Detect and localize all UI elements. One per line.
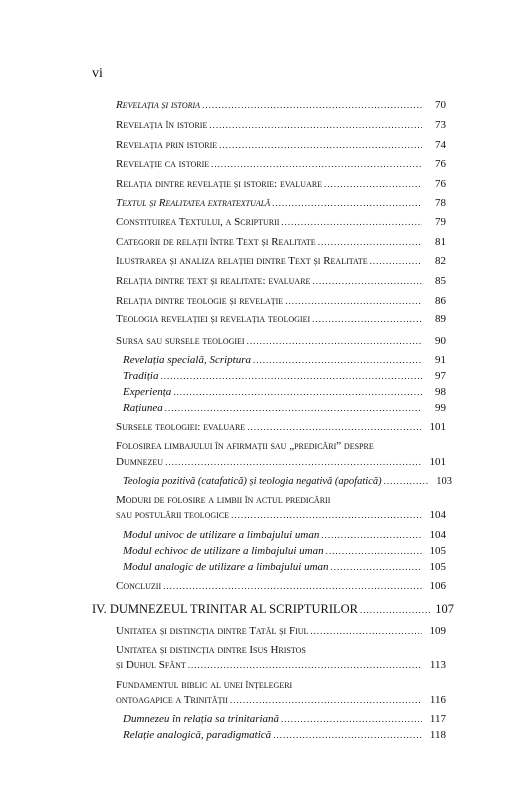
toc-entry-page: 118 [429, 729, 446, 741]
dot-leader [188, 658, 422, 672]
dot-leader [165, 401, 422, 415]
toc-entry-page: 104 [429, 529, 446, 541]
toc-entry-page: 105 [429, 545, 446, 557]
toc-entry-page: 86 [435, 295, 446, 307]
toc-entry-page: 105 [429, 561, 446, 573]
toc-entry-title: Teologia pozitivă (catafatică) și teologia negativă (apofatică) [123, 476, 382, 487]
toc-entry-page: 116 [429, 694, 446, 706]
toc-entry-title: Concluzii [116, 580, 162, 592]
toc-entry [123, 528, 446, 542]
toc-entry [116, 138, 446, 152]
toc-entry-title: Textul și Realitatea extratextuală [116, 197, 271, 209]
dot-leader [173, 385, 422, 399]
toc-entry-page: 85 [435, 275, 446, 287]
toc-entry-title: Revelația și istoria [116, 99, 201, 111]
toc-entry-title: Modul univoc de utilizare a limbajului uman [123, 529, 320, 541]
toc-entry [116, 294, 446, 308]
dot-leader [163, 579, 422, 593]
toc-entry [116, 455, 446, 469]
toc-entry [116, 274, 446, 288]
toc-entry [116, 334, 446, 348]
dot-leader [370, 254, 422, 268]
toc-entry-page: 89 [435, 313, 446, 325]
toc-entry-title: Relația dintre revelație și istorie: evaluare [116, 178, 323, 190]
toc-entry [123, 353, 446, 367]
toc-entry-title: ontoagapice a Trinității [116, 694, 228, 706]
toc-entry-page: 104 [429, 509, 446, 521]
toc-entry [116, 177, 446, 191]
toc-entry-title: Categorii de relații între Text și Realitate [116, 236, 316, 248]
toc-entry-title: Relația dintre text și realitate: evaluare [116, 275, 311, 287]
dot-leader [312, 312, 422, 326]
toc-entry-page: 107 [435, 602, 454, 616]
toc-entry-page: 101 [429, 456, 446, 468]
toc-entry-page: 113 [429, 659, 446, 671]
dot-leader [331, 560, 422, 574]
toc-entry [116, 312, 446, 326]
toc-entry [116, 196, 446, 210]
toc-entry-title: Tradiția [123, 370, 159, 382]
toc-entry-page: 70 [435, 99, 446, 111]
toc-entry [123, 369, 446, 383]
toc-entry-title: Teologia revelației și revelația teologiei [116, 313, 311, 325]
toc-entry-title: Dumnezeu [116, 456, 164, 468]
dot-leader [211, 157, 422, 171]
toc-entry-page: 99 [435, 402, 446, 414]
toc-entry-page: 82 [435, 255, 446, 267]
toc-entry-page: 106 [429, 580, 446, 592]
toc-entry-title: Unitatea și distincția dintre Tatăl și Fiul [116, 625, 309, 637]
toc-entry [123, 560, 446, 574]
dot-leader [384, 474, 428, 488]
toc-entry [116, 624, 446, 638]
toc-entry-title: Relația dintre teologie și revelație [116, 295, 284, 307]
toc-entry-title: Sursele teologiei: evaluare [116, 421, 246, 433]
toc-entry-page: 97 [435, 370, 446, 382]
dot-leader [360, 603, 430, 618]
toc-entry [116, 157, 446, 171]
dot-leader [272, 196, 422, 210]
toc-entry-page: 76 [435, 158, 446, 170]
dot-leader [281, 712, 422, 726]
toc-entry-title-line1: Unitatea și distincția dintre Isus Hristos [116, 644, 306, 656]
dot-leader [247, 420, 422, 434]
toc-chapter-title: IV. DUMNEZEUL TRINITAR AL SCRIPTURILOR [92, 602, 359, 616]
toc-entry-page: 74 [435, 139, 446, 151]
toc-entry [123, 544, 446, 558]
dot-leader [209, 118, 422, 132]
toc-entry-title: Ilustrarea și analiza relației dintre Text și Realitate [116, 255, 368, 267]
toc-entry-page: 101 [429, 421, 446, 433]
toc-entry [123, 401, 446, 415]
dot-leader [285, 294, 422, 308]
dot-leader [312, 274, 422, 288]
dot-leader [160, 369, 422, 383]
toc-entry-page: 78 [435, 197, 446, 209]
toc-chapter-entry [92, 602, 454, 618]
toc-entry-page: 79 [435, 216, 446, 228]
toc-entry-page: 103 [436, 476, 452, 487]
toc-entry-page: 73 [435, 119, 446, 131]
toc-entry-page: 76 [435, 178, 446, 190]
toc-entry-title-line1: Folosirea limbajului în afirmații sau „predicări” despre [116, 440, 374, 452]
toc-entry-title: Revelația specială, Scriptura [123, 354, 251, 366]
toc-entry [116, 215, 446, 229]
toc-entry [123, 712, 446, 726]
toc-entry-title: Modul echivoc de utilizare a limbajului uman [123, 545, 324, 557]
toc-entry [116, 235, 446, 249]
toc-entry-title: Relație analogică, paradigmatică [123, 729, 272, 741]
toc-entry [116, 420, 446, 434]
toc-entry [116, 98, 446, 112]
toc-entry-title: Constituirea Textului, a Scripturii [116, 216, 280, 228]
dot-leader [273, 728, 422, 742]
toc-entry [123, 385, 446, 399]
toc-entry-title: Revelația în istorie [116, 119, 208, 131]
dot-leader [230, 693, 422, 707]
toc-entry-page: 109 [429, 625, 446, 637]
dot-leader [219, 138, 422, 152]
toc-entry [123, 728, 446, 742]
toc-entry-title: Dumnezeu în relația sa trinitariană [123, 713, 280, 725]
toc-entry-title: și Duhul Sfânt [116, 659, 186, 671]
toc-entry-title-line1: Fundamentul biblic al unei înțelegeri [116, 679, 293, 691]
dot-leader [326, 544, 422, 558]
toc-entry-title: Revelația prin istorie [116, 139, 218, 151]
dot-leader [310, 624, 422, 638]
dot-leader [324, 177, 422, 191]
toc-entry-title: Sursa sau sursele teologiei [116, 335, 245, 347]
toc-entry-page: 98 [435, 386, 446, 398]
toc-entry [116, 508, 446, 522]
toc-entry-title: Rațiunea [123, 402, 163, 414]
toc-entry-title: Modul analogic de utilizare a limbajului uman [123, 561, 329, 573]
toc-entry [116, 254, 446, 268]
toc-entry-page: 91 [435, 354, 446, 366]
toc-entry [116, 693, 446, 707]
toc-entry-title: Revelație ca istorie [116, 158, 210, 170]
toc-entry [123, 474, 452, 489]
dot-leader [318, 235, 422, 249]
dot-leader [231, 508, 422, 522]
toc-entry-page: 81 [435, 236, 446, 248]
page-number: vi [92, 66, 103, 81]
toc-entry [116, 658, 446, 672]
dot-leader [202, 98, 422, 112]
toc-entry-page: 117 [429, 713, 446, 725]
toc-entry-title: sau postulării teologice [116, 509, 230, 521]
dot-leader [165, 455, 422, 469]
toc-entry [116, 579, 446, 593]
dot-leader [281, 215, 422, 229]
dot-leader [321, 528, 422, 542]
toc-entry-title: Experiența [123, 386, 172, 398]
toc-entry [116, 118, 446, 132]
toc-entry-title-line1: Moduri de folosire a limbii în actul predicării [116, 494, 331, 506]
dot-leader [247, 334, 422, 348]
toc-entry-page: 90 [435, 335, 446, 347]
dot-leader [253, 353, 422, 367]
